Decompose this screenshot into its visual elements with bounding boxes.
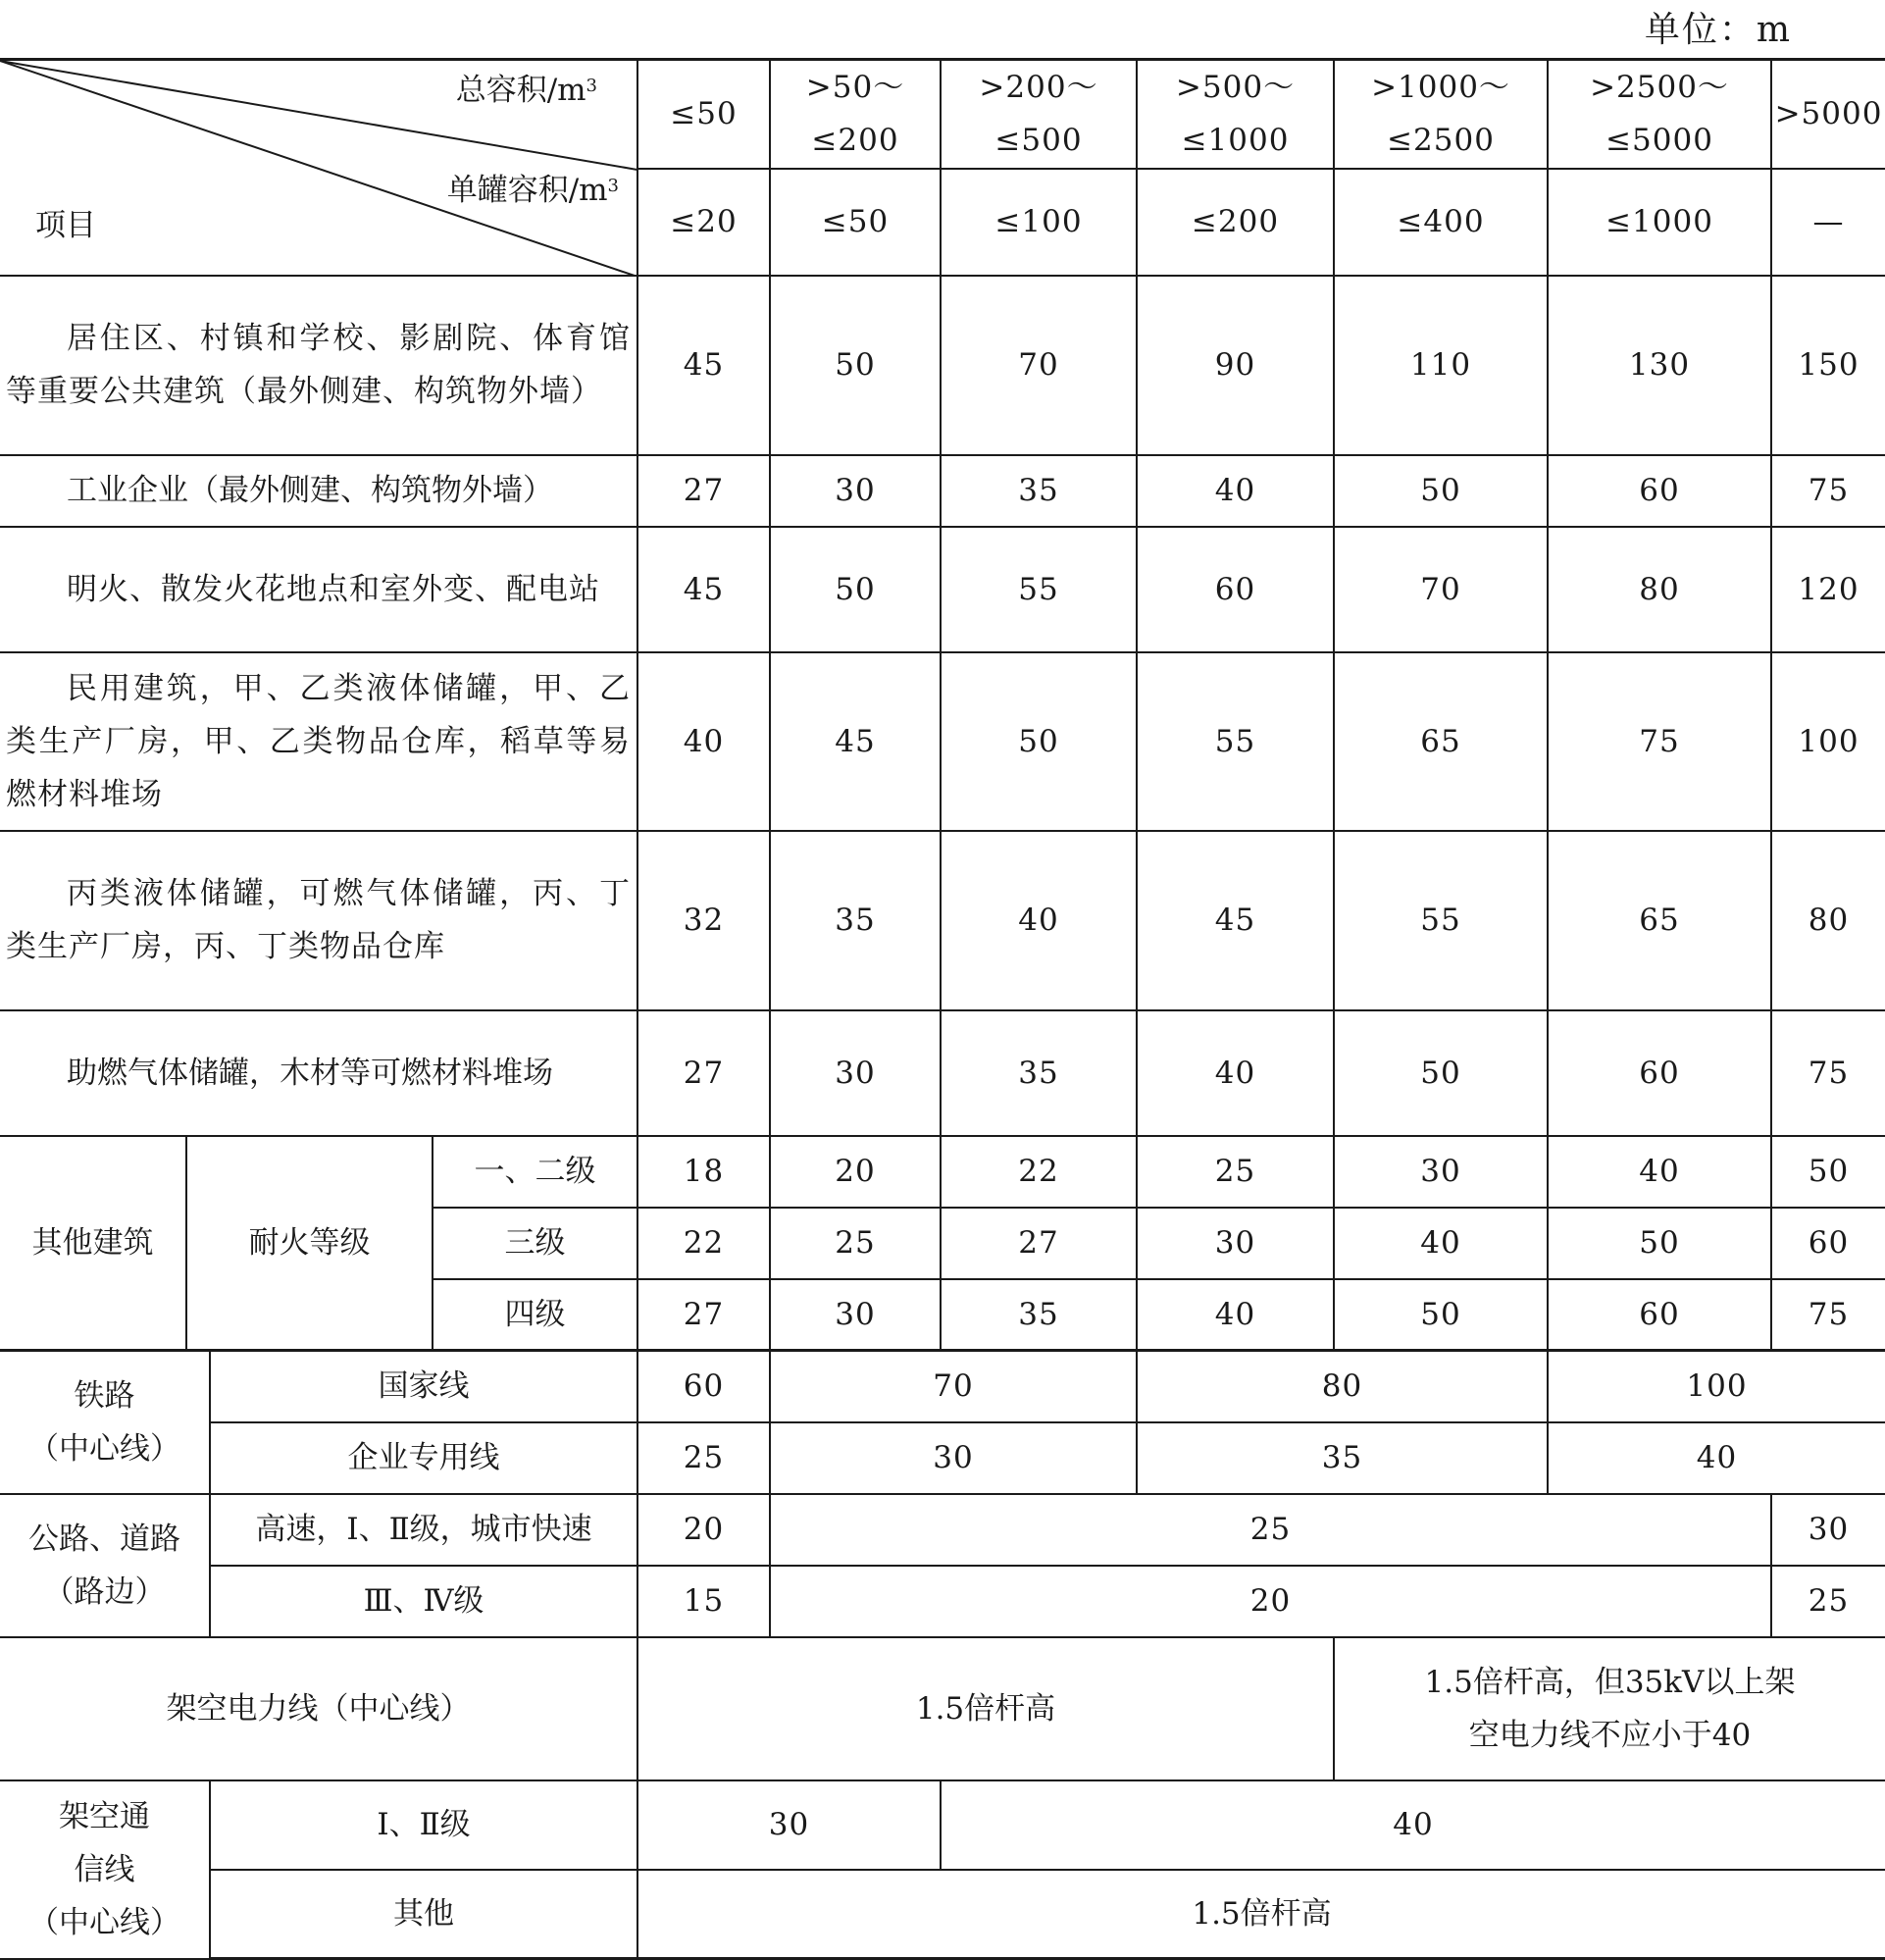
cell-value: 70 xyxy=(941,276,1137,455)
total-range: >50～ ≤200 xyxy=(770,60,941,169)
cell-value: 40 xyxy=(1334,1208,1548,1279)
cell-value: 25 xyxy=(770,1208,941,1279)
cell-value: 50 xyxy=(1334,455,1548,527)
single-range: ≤1000 xyxy=(1548,169,1771,276)
power-line-value: 1.5倍杆高 xyxy=(637,1637,1334,1780)
comm-line-label: 架空通 信线 （中心线） xyxy=(0,1780,210,1959)
cell-value: 30 xyxy=(1334,1136,1548,1208)
single-range: ≤400 xyxy=(1334,169,1548,276)
total-range: ≤50 xyxy=(637,60,770,169)
cell-value: 30 xyxy=(770,1422,1137,1494)
cell-value: 32 xyxy=(637,831,770,1010)
cell-value: 30 xyxy=(770,1279,941,1351)
cell-value: 50 xyxy=(1334,1010,1548,1136)
single-range: ≤100 xyxy=(941,169,1137,276)
road-label: 公路、道路 （路边） xyxy=(0,1494,210,1637)
table-row xyxy=(0,1870,1885,1959)
cell-value: 40 xyxy=(1548,1136,1771,1208)
cell-value: 80 xyxy=(1137,1351,1548,1422)
cell-value: 25 xyxy=(1137,1136,1334,1208)
cell-value: 50 xyxy=(770,527,941,652)
cell-value: 35 xyxy=(941,455,1137,527)
row-label: 丙类液体储罐，可燃气体储罐，丙、丁类生产厂房，丙、丁类物品仓库 xyxy=(0,831,637,1010)
cell-value: 25 xyxy=(637,1422,770,1494)
railway-type-label: 企业专用线 xyxy=(210,1422,637,1494)
cell-value: 75 xyxy=(1548,652,1771,831)
single-range: ≤20 xyxy=(637,169,770,276)
cell-value: 40 xyxy=(1137,1010,1334,1136)
single-range: — xyxy=(1771,169,1885,276)
road-type-label: 高速，Ⅰ、Ⅱ级，城市快速 xyxy=(210,1494,637,1566)
railway-type-label: 国家线 xyxy=(210,1351,637,1422)
table-row xyxy=(0,1566,1885,1637)
table-row xyxy=(0,1010,1885,1136)
cell-value: 75 xyxy=(1771,1279,1885,1351)
cell-value: 40 xyxy=(1137,455,1334,527)
grade-label: 四级 xyxy=(433,1279,637,1351)
table-row xyxy=(0,1494,1885,1566)
row-label: 助燃气体储罐，木材等可燃材料堆场 xyxy=(0,1010,637,1136)
cell-value: 45 xyxy=(637,527,770,652)
cell-value: 55 xyxy=(1137,652,1334,831)
total-range: >500～ ≤1000 xyxy=(1137,60,1334,169)
table-row xyxy=(0,276,1885,455)
cell-value: 20 xyxy=(770,1136,941,1208)
cell-value: 40 xyxy=(637,652,770,831)
cell-value: 20 xyxy=(770,1566,1771,1637)
cell-value: 110 xyxy=(1334,276,1548,455)
cell-value: 60 xyxy=(1548,1010,1771,1136)
cell-value: 40 xyxy=(941,831,1137,1010)
railway-label: 铁路 （中心线） xyxy=(0,1351,210,1494)
road-type-label: Ⅲ、Ⅳ级 xyxy=(210,1566,637,1637)
cell-value: 70 xyxy=(1334,527,1548,652)
cell-value: 30 xyxy=(770,1010,941,1136)
cell-value: 35 xyxy=(941,1010,1137,1136)
cell-value: 22 xyxy=(941,1136,1137,1208)
cell-value: 75 xyxy=(1771,1010,1885,1136)
total-range: >5000 xyxy=(1771,60,1885,169)
cell-value: 20 xyxy=(637,1494,770,1566)
cell-value: 50 xyxy=(1334,1279,1548,1351)
cell-value: 45 xyxy=(637,276,770,455)
cell-value: 18 xyxy=(637,1136,770,1208)
cell-value: 15 xyxy=(637,1566,770,1637)
cell-value: 50 xyxy=(770,276,941,455)
cell-value: 45 xyxy=(770,652,941,831)
power-line-value-2: 1.5倍杆高，但35kV以上架 空电力线不应小于40 xyxy=(1334,1637,1885,1780)
cell-value: 55 xyxy=(941,527,1137,652)
comm-type-label: Ⅰ、Ⅱ级 xyxy=(210,1780,637,1870)
cell-value: 40 xyxy=(941,1780,1885,1870)
cell-value: 27 xyxy=(941,1208,1137,1279)
cell-value: 30 xyxy=(1771,1494,1885,1566)
spacing-table xyxy=(0,58,1885,1960)
row-label: 工业企业（最外侧建、构筑物外墙） xyxy=(0,455,637,527)
cell-value: 50 xyxy=(941,652,1137,831)
total-range: >2500～ ≤5000 xyxy=(1548,60,1771,169)
table-row xyxy=(0,652,1885,831)
single-range: ≤200 xyxy=(1137,169,1334,276)
cell-value: 27 xyxy=(637,455,770,527)
cell-value: 60 xyxy=(1771,1208,1885,1279)
cell-value: 50 xyxy=(1771,1136,1885,1208)
total-range: >1000～ ≤2500 xyxy=(1334,60,1548,169)
table-row xyxy=(0,527,1885,652)
cell-value: 35 xyxy=(1137,1422,1548,1494)
cell-value: 25 xyxy=(770,1494,1771,1566)
grade-label: 一、二级 xyxy=(433,1136,637,1208)
cell-value: 80 xyxy=(1548,527,1771,652)
cell-value: 70 xyxy=(770,1351,1137,1422)
cell-value: 75 xyxy=(1771,455,1885,527)
grade-label: 三级 xyxy=(433,1208,637,1279)
header-total-row xyxy=(0,60,1885,169)
comm-type-label: 其他 xyxy=(210,1870,637,1959)
cell-value: 30 xyxy=(637,1780,941,1870)
cell-value: 30 xyxy=(1137,1208,1334,1279)
item-label: 项目 xyxy=(35,208,96,243)
cell-value: 60 xyxy=(1548,1279,1771,1351)
table-row xyxy=(0,455,1885,527)
cell-value: 22 xyxy=(637,1208,770,1279)
cell-value: 40 xyxy=(1137,1279,1334,1351)
cell-value: 65 xyxy=(1334,652,1548,831)
cell-value: 100 xyxy=(1771,652,1885,831)
cell-value: 1.5倍杆高 xyxy=(637,1870,1885,1959)
power-line-label: 架空电力线（中心线） xyxy=(0,1637,637,1780)
cell-value: 90 xyxy=(1137,276,1334,455)
row-label: 民用建筑，甲、乙类液体储罐，甲、乙类生产厂房，甲、乙类物品仓库，稻草等易燃材料堆场 xyxy=(0,652,637,831)
total-range: >200～ ≤500 xyxy=(941,60,1137,169)
cell-value: 130 xyxy=(1548,276,1771,455)
cell-value: 60 xyxy=(637,1351,770,1422)
cell-value: 100 xyxy=(1548,1351,1885,1422)
single-tank-label: 单罐容积$/m^3$ xyxy=(446,173,619,208)
cell-value: 35 xyxy=(770,831,941,1010)
table-row xyxy=(0,1351,1885,1422)
cell-value: 55 xyxy=(1334,831,1548,1010)
cell-value: 35 xyxy=(941,1279,1137,1351)
cell-value: 65 xyxy=(1548,831,1771,1010)
cell-value: 40 xyxy=(1548,1422,1885,1494)
cell-value: 120 xyxy=(1771,527,1885,652)
cell-value: 25 xyxy=(1771,1566,1885,1637)
table-row xyxy=(0,1780,1885,1870)
row-label: 居住区、村镇和学校、影剧院、体育馆等重要公共建筑（最外侧建、构筑物外墙） xyxy=(0,276,637,455)
cell-value: 27 xyxy=(637,1279,770,1351)
cell-value: 30 xyxy=(770,455,941,527)
table-row xyxy=(0,1136,1885,1208)
unit-label: 单位：m xyxy=(1644,10,1792,50)
table-row xyxy=(0,1422,1885,1494)
cell-value: 27 xyxy=(637,1010,770,1136)
table-row xyxy=(0,1637,1885,1780)
cell-value: 45 xyxy=(1137,831,1334,1010)
cell-value: 60 xyxy=(1137,527,1334,652)
other-buildings-label: 其他建筑 xyxy=(0,1136,186,1351)
total-volume-label: 总容积$/m^3$ xyxy=(455,73,597,108)
fire-rating-label: 耐火等级 xyxy=(186,1136,433,1351)
cell-value: 80 xyxy=(1771,831,1885,1010)
row-label: 明火、散发火花地点和室外变、配电站 xyxy=(0,527,637,652)
table-row xyxy=(0,831,1885,1010)
cell-value: 50 xyxy=(1548,1208,1771,1279)
single-range: ≤50 xyxy=(770,169,941,276)
cell-value: 150 xyxy=(1771,276,1885,455)
diagonal-header-cell xyxy=(0,60,637,276)
cell-value: 60 xyxy=(1548,455,1771,527)
